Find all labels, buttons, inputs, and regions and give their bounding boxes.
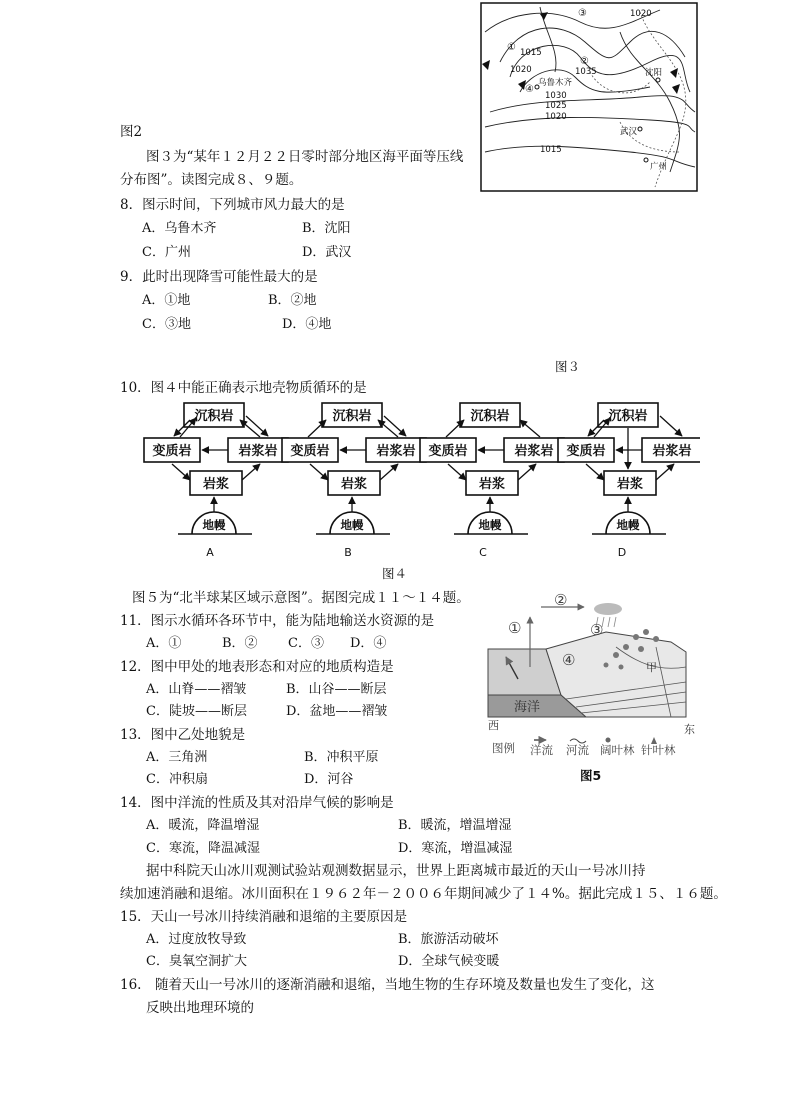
fig5-caption: 图5 [580, 768, 602, 783]
city-wuhan: 武汉 [620, 127, 638, 137]
box-igneous: 岩浆岩 [376, 444, 416, 459]
box-mantle: 地幔 [202, 518, 226, 532]
box-magma: 岩浆 [616, 477, 644, 492]
question-12-stem: 12．图中甲处的地表形态和对应的地质构造是 [120, 659, 394, 675]
label-jia: 甲 [646, 661, 657, 674]
pressure-map-figure [480, 2, 698, 192]
panel-label-b: B [344, 546, 352, 559]
q11-option-c: C．③ [288, 636, 324, 651]
isobar-label: 1020 [630, 9, 652, 19]
isobar-label: 1020 [545, 112, 567, 122]
q15-option-a: A．过度放牧导致 [146, 932, 247, 947]
box-magma: 岩浆 [340, 477, 368, 492]
q14-option-c: C．寒流，降温减湿 [146, 841, 260, 856]
q8-option-c: C．广州 [142, 245, 191, 260]
box-igneous: 岩浆岩 [514, 444, 554, 459]
q9-option-b: B．②地 [268, 293, 317, 308]
q14-option-b: B．暖流，增温增湿 [398, 818, 512, 833]
q13-option-a: A．三角洲 [146, 750, 208, 765]
q15-option-b: B．旅游活动破坏 [398, 932, 499, 947]
q13-option-c: C．冲积扇 [146, 772, 208, 787]
panel-label-d: D [617, 546, 627, 559]
box-magma: 岩浆 [202, 477, 230, 492]
box-sedimentary: 沉积岩 [608, 409, 648, 424]
isobar-label: 1030 [545, 91, 567, 101]
city-guangzhou: 广州 [650, 162, 668, 172]
q9-option-c: C．③地 [142, 317, 191, 332]
question-16-line1: 16. 随着天山一号冰川的逐渐消融和退缩，当地生物的生存环境及数量也发生了变化，这 [120, 977, 655, 993]
q12-option-a: A．山脊——褶皱 [146, 682, 247, 697]
question-13-stem: 13．图中乙处地貌是 [120, 727, 246, 743]
box-magma: 岩浆 [478, 477, 506, 492]
box-mantle: 地幔 [478, 518, 502, 532]
legend-current: 洋流 [530, 743, 553, 757]
fig3-caption: 图３ [555, 359, 581, 374]
diagram-marker-4: ④ [562, 651, 576, 669]
isobar-label: 1035 [575, 67, 597, 77]
fig3-intro-line2: 分布图”。读图完成８、９题。 [120, 172, 303, 188]
q15-option-c: C．臭氧空洞扩大 [146, 954, 247, 969]
isobar-label: 1015 [520, 48, 542, 58]
map-marker-1: ① [507, 42, 516, 53]
map-marker-3: ③ [578, 8, 587, 19]
fig2-label: 图2 [120, 124, 143, 140]
label-east: 东 [684, 723, 695, 736]
box-igneous: 岩浆岩 [652, 444, 692, 459]
fig5-intro: 图５为“北半球某区域示意图”。据图完成１１～１４题。 [132, 590, 470, 606]
q13-option-d: D．河谷 [304, 772, 354, 787]
q14-option-a: A．暖流，降温增湿 [146, 818, 260, 833]
q8-option-d: D．武汉 [302, 245, 352, 260]
region-diagram-figure [486, 587, 696, 782]
box-sedimentary: 沉积岩 [470, 409, 510, 424]
box-sedimentary: 沉积岩 [332, 409, 372, 424]
question-16-line2: 反映出地理环境的 [146, 1000, 254, 1016]
diagram-marker-1: ① [508, 619, 522, 637]
label-west: 西 [488, 719, 499, 732]
legend-conifer: 针叶林 [641, 743, 676, 757]
q12-option-d: D．盆地——褶皱 [286, 704, 388, 719]
q14-option-d: D．寒流，增温减湿 [398, 841, 513, 856]
question-14-stem: 14．图中洋流的性质及其对沿岸气候的影响是 [120, 795, 394, 811]
box-sedimentary: 沉积岩 [194, 409, 234, 424]
rock-cycle-figure [140, 398, 700, 563]
legend-broadleaf: 阔叶林 [600, 743, 635, 757]
passage-line2: 续加速消融和退缩。冰川面积在１９６２年－２００６年期间减少了１４%。据此完成１５、１６题。 [120, 886, 727, 902]
q13-option-b: B．冲积平原 [304, 750, 379, 765]
map-marker-2: ② [580, 56, 589, 67]
label-ocean: 海洋 [514, 700, 541, 715]
q8-option-a: A．乌鲁木齐 [142, 221, 217, 236]
q9-option-d: D．④地 [282, 317, 332, 332]
question-9-stem: 9．此时出现降雪可能性最大的是 [120, 269, 318, 285]
q11-option-d: D．④ [350, 636, 387, 651]
question-11-stem: 11．图示水循环各环节中，能为陆地输送水资源的是 [120, 613, 435, 629]
box-metamorphic: 变质岩 [290, 444, 330, 459]
box-metamorphic: 变质岩 [428, 444, 468, 459]
legend-title: 图例 [492, 741, 515, 755]
isobar-label: 1015 [540, 145, 562, 155]
q12-option-c: C．陡坡——断层 [146, 704, 247, 719]
box-mantle: 地幔 [616, 518, 640, 532]
q11-option-a: A．① [146, 636, 182, 651]
panel-label-c: C [479, 546, 487, 559]
q11-option-b: B．② [222, 636, 258, 651]
city-urumqi: 乌鲁木齐 [538, 78, 573, 88]
diagram-marker-3: ③ [590, 621, 604, 639]
legend-river: 河流 [566, 743, 589, 757]
diagram-marker-2: ② [554, 591, 568, 609]
fig4-caption: 图４ [382, 566, 408, 581]
question-8-stem: 8．图示时间，下列城市风力最大的是 [120, 197, 345, 213]
question-15-stem: 15．天山一号冰川持续消融和退缩的主要原因是 [120, 909, 408, 925]
question-10-stem: 10．图４中能正确表示地壳物质循环的是 [120, 380, 367, 396]
box-metamorphic: 变质岩 [152, 444, 192, 459]
box-mantle: 地幔 [340, 518, 364, 532]
isobar-label: 1020 [510, 65, 532, 75]
map-marker-4: ④ [525, 84, 534, 95]
q8-option-b: B．沈阳 [302, 221, 351, 236]
panel-label-a: A [206, 546, 214, 559]
fig3-intro-line1: 图３为“某年１２月２２日零时部分地区海平面等压线 [146, 149, 464, 165]
city-shenyang: 沈阳 [645, 68, 663, 78]
q15-option-d: D．全球气候变暖 [398, 954, 500, 969]
q9-option-a: A．①地 [142, 293, 191, 308]
isobar-label: 1025 [545, 101, 567, 111]
box-metamorphic: 变质岩 [566, 444, 606, 459]
q12-option-b: B．山谷——断层 [286, 682, 387, 697]
box-igneous: 岩浆岩 [238, 444, 278, 459]
passage-line1: 据中科院天山冰川观测试验站观测数据显示，世界上距离城市最近的天山一号冰川持 [146, 863, 646, 879]
